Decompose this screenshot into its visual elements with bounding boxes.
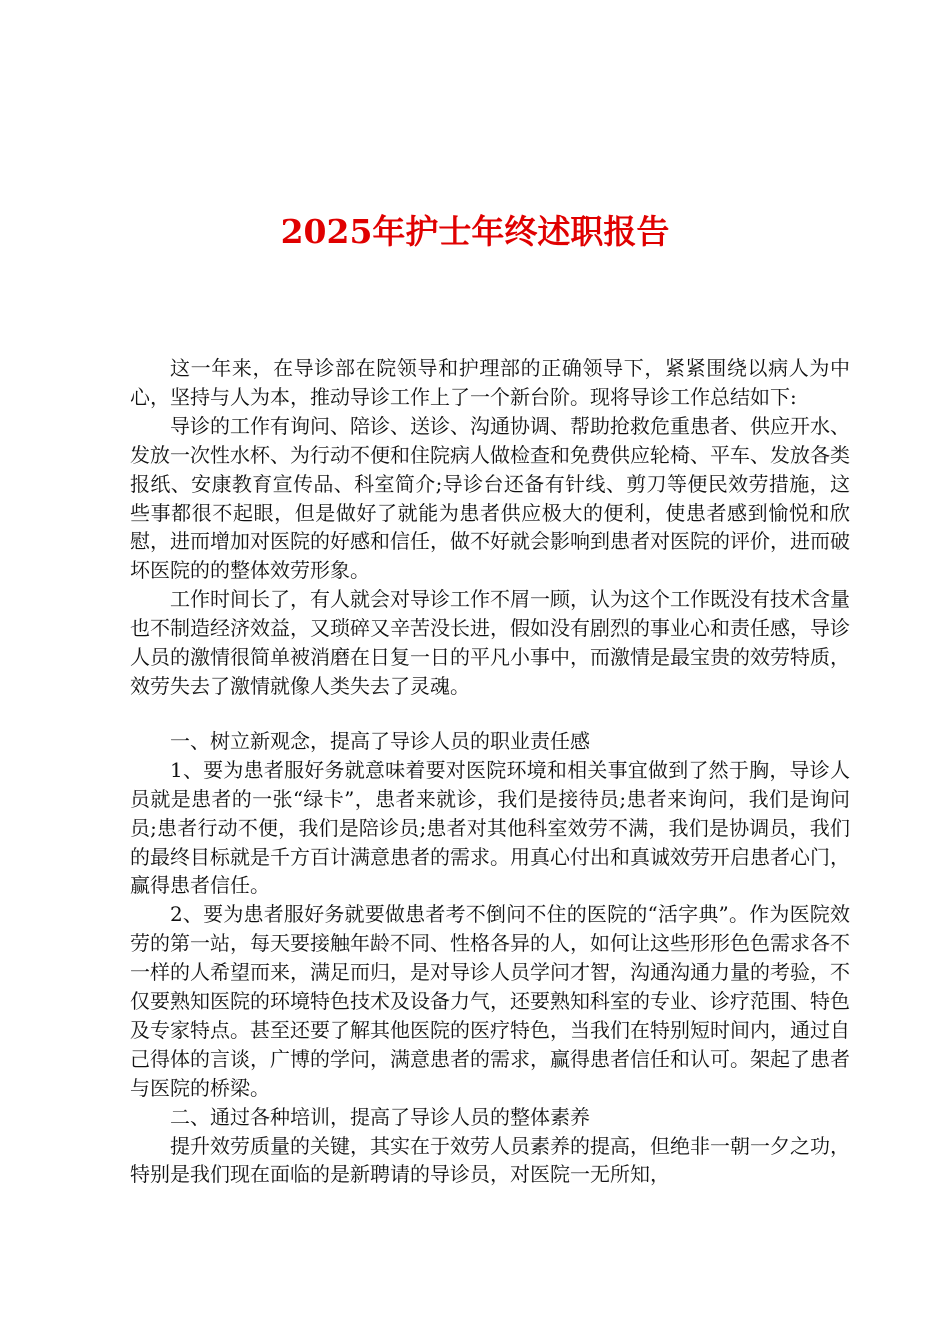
paragraph-item-1: 1、要为患者服好务就意味着要对医院环境和相关事宜做到了然于胸，导诊人员就是患者的一张“绿卡”，患者来就诊，我们是接待员;患者来询问，我们是询问员;患者行动不便，我们是陪诊员;患者对其他科室效劳不满，我们是协调员，我们的最终目标就是千方百计满意患者的需求。用真心付出和真诚效劳开启患者心门，赢得患者信任。	[130, 757, 850, 898]
paragraph-passion: 工作时间长了，有人就会对导诊工作不屑一顾，认为这个工作既没有技术含量也不制造经济效益，又琐碎又辛苦没长进，假如没有剧烈的事业心和责任感，导诊人员的激情很简单被消磨在日复一日的平凡小事中，而激情是最宝贵的效劳特质，效劳失去了激情就像人类失去了灵魂。	[130, 587, 850, 698]
paragraph-intro: 这一年来，在导诊部在院领导和护理部的正确领导下，紧紧围绕以病人为中心，坚持与人为本，推动导诊工作上了一个新台阶。现将导诊工作总结如下:	[130, 356, 850, 409]
paragraph-item-2: 2、要为患者服好务就要做患者考不倒问不住的医院的“活字典”。作为医院效劳的第一站，每天要接触年龄不同、性格各异的人，如何让这些形形色色需求各不一样的人希望而来，满足而归，是对导诊人员学问才智，沟通沟通力量的考验，不仅要熟知医院的环境特色技术及设备力气，还要熟知科室的专业、诊疗范围、特色及专家特点。甚至还要了解其他医院的医疗特色，当我们在特别短时间内，通过自己得体的言谈，广博的学问，满意患者的需求，赢得患者信任和认可。架起了患者与医院的桥梁。	[130, 902, 850, 1100]
document-body	[130, 354, 850, 1189]
paragraph-duties: 导诊的工作有询问、陪诊、送诊、沟通协调、帮助抢救危重患者、供应开水、发放一次性水杯、为行动不便和住院病人做检查和免费供应轮椅、平车、发放各类报纸、安康教育宣传品、科室简介;导诊台还备有针线、剪刀等便民效劳措施，这些事都很不起眼，但是做好了就能为患者供应极大的便利，使患者感到愉悦和欣慰，进而增加对医院的好感和信任，做不好就会影响到患者对医院的评价，进而破坏医院的的整体效劳形象。	[130, 413, 850, 583]
paragraph-training: 提升效劳质量的关键，其实在于效劳人员素养的提高，但绝非一朝一夕之功，特别是我们现在面临的是新聘请的导诊员，对医院一无所知，	[130, 1133, 850, 1187]
section-heading-2: 二、通过各种培训，提高了导诊人员的整体素养	[170, 1104, 590, 1129]
section-heading-1: 一、树立新观念，提高了导诊人员的职业责任感	[170, 728, 590, 753]
document-title: 2025年护士年终述职报告	[280, 212, 670, 251]
